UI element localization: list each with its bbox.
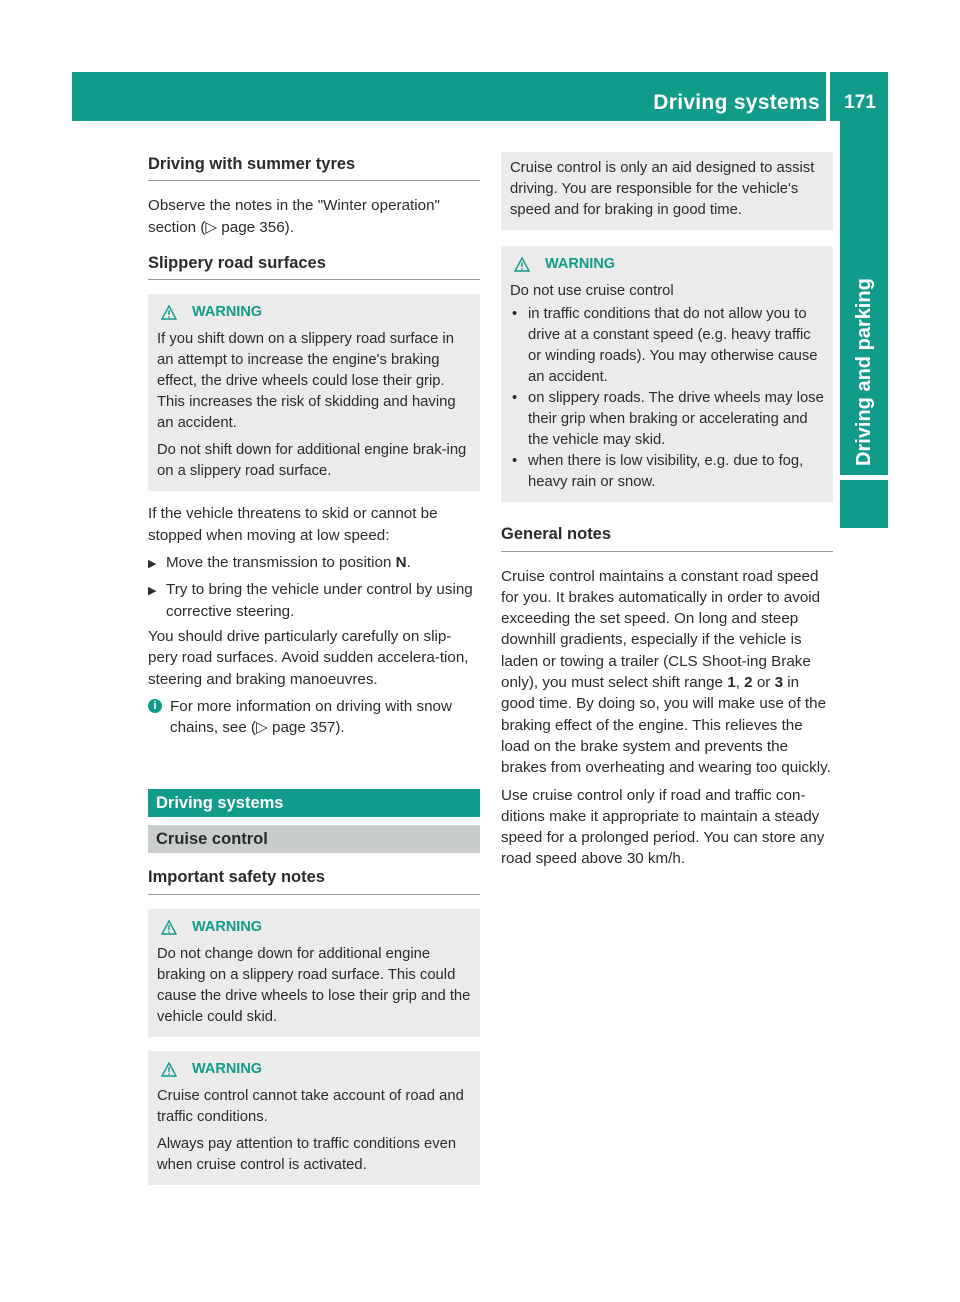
warning-header (157, 917, 471, 938)
bullet-item: • when there is low visibility, e.g. due to fog, heavy rain or snow. (512, 453, 804, 491)
step-item: ▶ Move the transmission to position N. (148, 552, 480, 575)
warning-text: Always pay attention to traffic conditions even when cruise control is activated. (157, 1136, 457, 1174)
page-number: 171 (844, 92, 876, 113)
heading-slippery: Slippery road surfaces (148, 253, 480, 280)
note-box-aid (501, 152, 833, 230)
section-bar-driving-systems: Driving systems (148, 789, 480, 817)
paragraph-summer: Observe the notes in the "Winter operation" section (▷ page 356). (148, 197, 440, 236)
bullet-item: • in traffic conditions that do not allow you to drive at a constant speed (e.g. heavy traffic or winding roads). You may otherwise cause an accident. (512, 306, 818, 386)
step-item: ▶ Try to bring the vehicle under control by using corrective steering. (148, 579, 480, 622)
warning-header (157, 302, 471, 323)
warning-box-shift-down (148, 294, 480, 491)
warning-box-change-down (148, 909, 480, 1037)
page-header (72, 72, 888, 121)
header-divider (826, 72, 830, 121)
left-column (148, 154, 480, 1197)
note-text: Cruise control is only an aid designed to assist driving. You are responsible for the vehicle's speed and for braking in good time. (510, 160, 815, 218)
side-tab-marker (840, 480, 888, 528)
warning-header (157, 1059, 471, 1080)
warning-label: WARNING (192, 1061, 263, 1078)
step-arrow-icon: ▶ (148, 585, 157, 598)
warning-label: WARNING (192, 304, 263, 321)
warning-box-road-conditions (148, 1051, 480, 1185)
warning-text: Do not change down for additional engine braking on a slippery road surface. This could cause the drive wheels to lose their grip and the vehicle could skid. (157, 946, 471, 1026)
subsection-bar-cruise-control: Cruise control (148, 825, 480, 853)
info-icon: i (148, 699, 162, 713)
warning-triangle-icon (161, 1062, 177, 1077)
side-tab-label: Driving and parking (852, 278, 875, 466)
paragraph-threat: If the vehicle threatens to skid or cannot be stopped when moving at low speed: (148, 505, 438, 544)
warning-label: WARNING (192, 918, 263, 935)
warning-box-do-not-use (501, 246, 833, 502)
heading-general-notes: General notes (501, 524, 833, 551)
info-note: i For more information on driving with snow chains, see (▷ page 357). (148, 696, 480, 739)
heading-summer-tyres: Driving with summer tyres (148, 154, 480, 181)
paragraph-drive-carefully: You should drive particularly carefully on slip-pery road surfaces. Avoid sudden accelera-tion, steering and braking manoeuvres. (148, 627, 469, 688)
paragraph-use: Use cruise control only if road and traffic con-ditions make it appropriate to maintain a steady speed for a prolonged period. You can store any road speed above 30 km/h. (501, 786, 825, 868)
warning-header (510, 254, 824, 275)
warning-text: Cruise control cannot take account of road and traffic conditions. (157, 1088, 464, 1126)
warning-text: If you shift down on a slippery road surface in an attempt to increase the engine's braking effect, the drive wheels could lose their grip. This increases the risk of skidding and having an accident. (157, 331, 456, 432)
heading-safety-notes: Important safety notes (148, 867, 480, 894)
warning-triangle-icon (161, 920, 177, 935)
side-tab (840, 121, 888, 475)
warning-triangle-icon (514, 257, 530, 272)
warning-text: Do not shift down for additional engine brak-ing on a slippery road surface. (157, 442, 467, 480)
step-arrow-icon: ▶ (148, 558, 157, 571)
warning-label: WARNING (545, 256, 616, 272)
warning-triangle-icon (161, 305, 177, 320)
paragraph-general: Cruise control maintains a constant road speed for you. It brakes automatically in order to avoid exceeding the set speed. On long and steep downhill gradients, especially if the vehicle is laden or towing a trailer (CLS Shoot-ing Brake only), you must select shift range 1, 2 or 3 in good time. By doing so, you will make use of the braking effect of the engine. This relieves the load on the brake system and prevents the brakes from overheating and wearing too quickly. (501, 567, 831, 777)
header-title: Driving systems (653, 91, 820, 114)
bullet-item: • on slippery roads. The drive wheels may lose their grip when braking or accelerating and the vehicle may skid. (512, 390, 824, 449)
right-column (501, 152, 833, 876)
warning-text: Do not use cruise control (510, 283, 674, 300)
